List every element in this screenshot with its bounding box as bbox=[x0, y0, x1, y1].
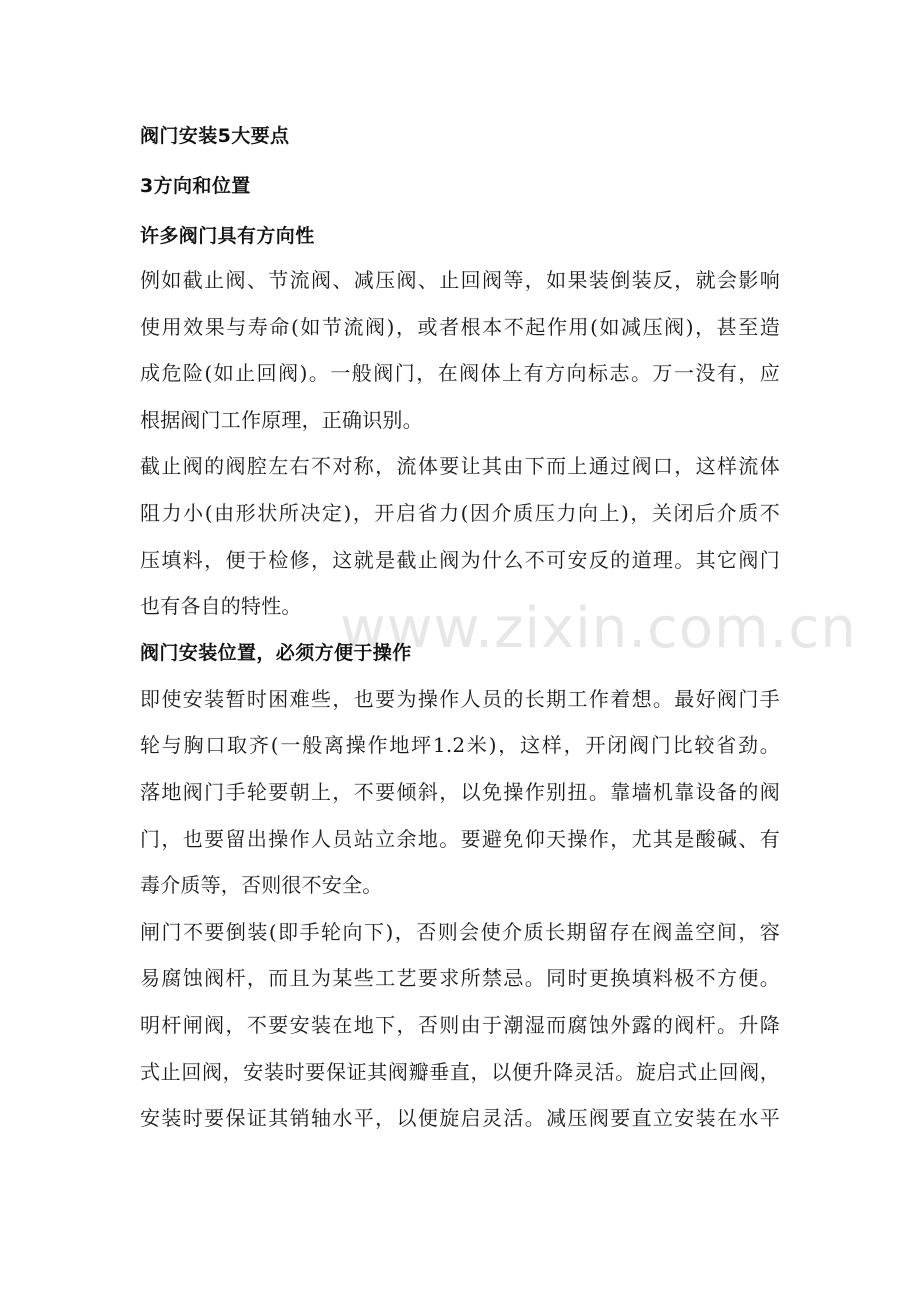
paragraph-line: 截止阀的阀腔左右不对称，流体要让其由下而上通过阀口，这样流体 bbox=[140, 454, 780, 479]
paragraph-globe-valve bbox=[140, 443, 780, 629]
paragraph-line: 压填料，便于检修，这就是截止阀为什么不可安反的道理。其它阀门 bbox=[140, 547, 780, 572]
paragraph-line: 使用效果与寿命(如节流阀)，或者根本不起作用(如减压阀)，甚至造 bbox=[140, 314, 780, 339]
document-body bbox=[140, 113, 780, 1142]
watermark: www.zixin.com.cn bbox=[340, 596, 857, 661]
section-heading: 3方向和位置 bbox=[140, 175, 251, 197]
paragraph-operation bbox=[140, 676, 780, 909]
paragraph-line: 明杆闸阀，不要安装在地下，否则由于潮湿而腐蚀外露的阀杆。升降 bbox=[140, 1012, 780, 1037]
paragraph-line: 阻力小(由形状所决定)，开启省力(因介质压力向上)，关闭后介质不 bbox=[140, 500, 780, 525]
sub-heading-position: 阀门安装位置，必须方便于操作 bbox=[140, 641, 412, 664]
paragraph-line: 易腐蚀阀杆，而且为某些工艺要求所禁忌。同时更换填料极不方便。 bbox=[140, 966, 780, 991]
paragraph-line: 门，也要留出操作人员站立余地。要避免仰天操作，尤其是酸碱、有 bbox=[140, 826, 780, 851]
paragraph-line: 毒介质等，否则很不安全。 bbox=[140, 873, 383, 898]
paragraph-line: 式止回阀，安装时要保证其阀瓣垂直，以便升降灵活。旋启式止回阀， bbox=[140, 1059, 780, 1084]
paragraph-line: 也有各自的特性。 bbox=[140, 594, 302, 619]
paragraph-line: 落地阀门手轮要朝上，不要倾斜，以免操作别扭。靠墙机靠设备的阀 bbox=[140, 779, 780, 804]
paragraph-line: 闸门不要倒装(即手轮向下)，否则会使介质长期留存在阀盖空间，容 bbox=[140, 919, 780, 944]
paragraph-line: 轮与胸口取齐(一般离操作地坪1.2米)，这样，开闭阀门比较省劲。 bbox=[140, 733, 780, 758]
paragraph-line: 成危险(如止回阀)。一般阀门，在阀体上有方向标志。万一没有，应 bbox=[140, 361, 780, 386]
document-title: 阀门安装5大要点 bbox=[140, 125, 290, 147]
paragraph-line: 例如截止阀、节流阀、减压阀、止回阀等，如果装倒装反，就会影响 bbox=[140, 268, 780, 292]
sub-heading-direction: 许多阀门具有方向性 bbox=[140, 225, 315, 247]
paragraph-gate-valve bbox=[140, 909, 780, 1142]
paragraph-line: 安装时要保证其销轴水平，以便旋启灵活。减压阀要直立安装在水平 bbox=[140, 1106, 780, 1131]
paragraph-line: 根据阀门工作原理，正确识别。 bbox=[140, 407, 423, 432]
paragraph-line: 即使安装暂时困难些，也要为操作人员的长期工作着想。最好阀门手 bbox=[140, 686, 780, 711]
paragraph-direction-intro bbox=[140, 257, 780, 443]
